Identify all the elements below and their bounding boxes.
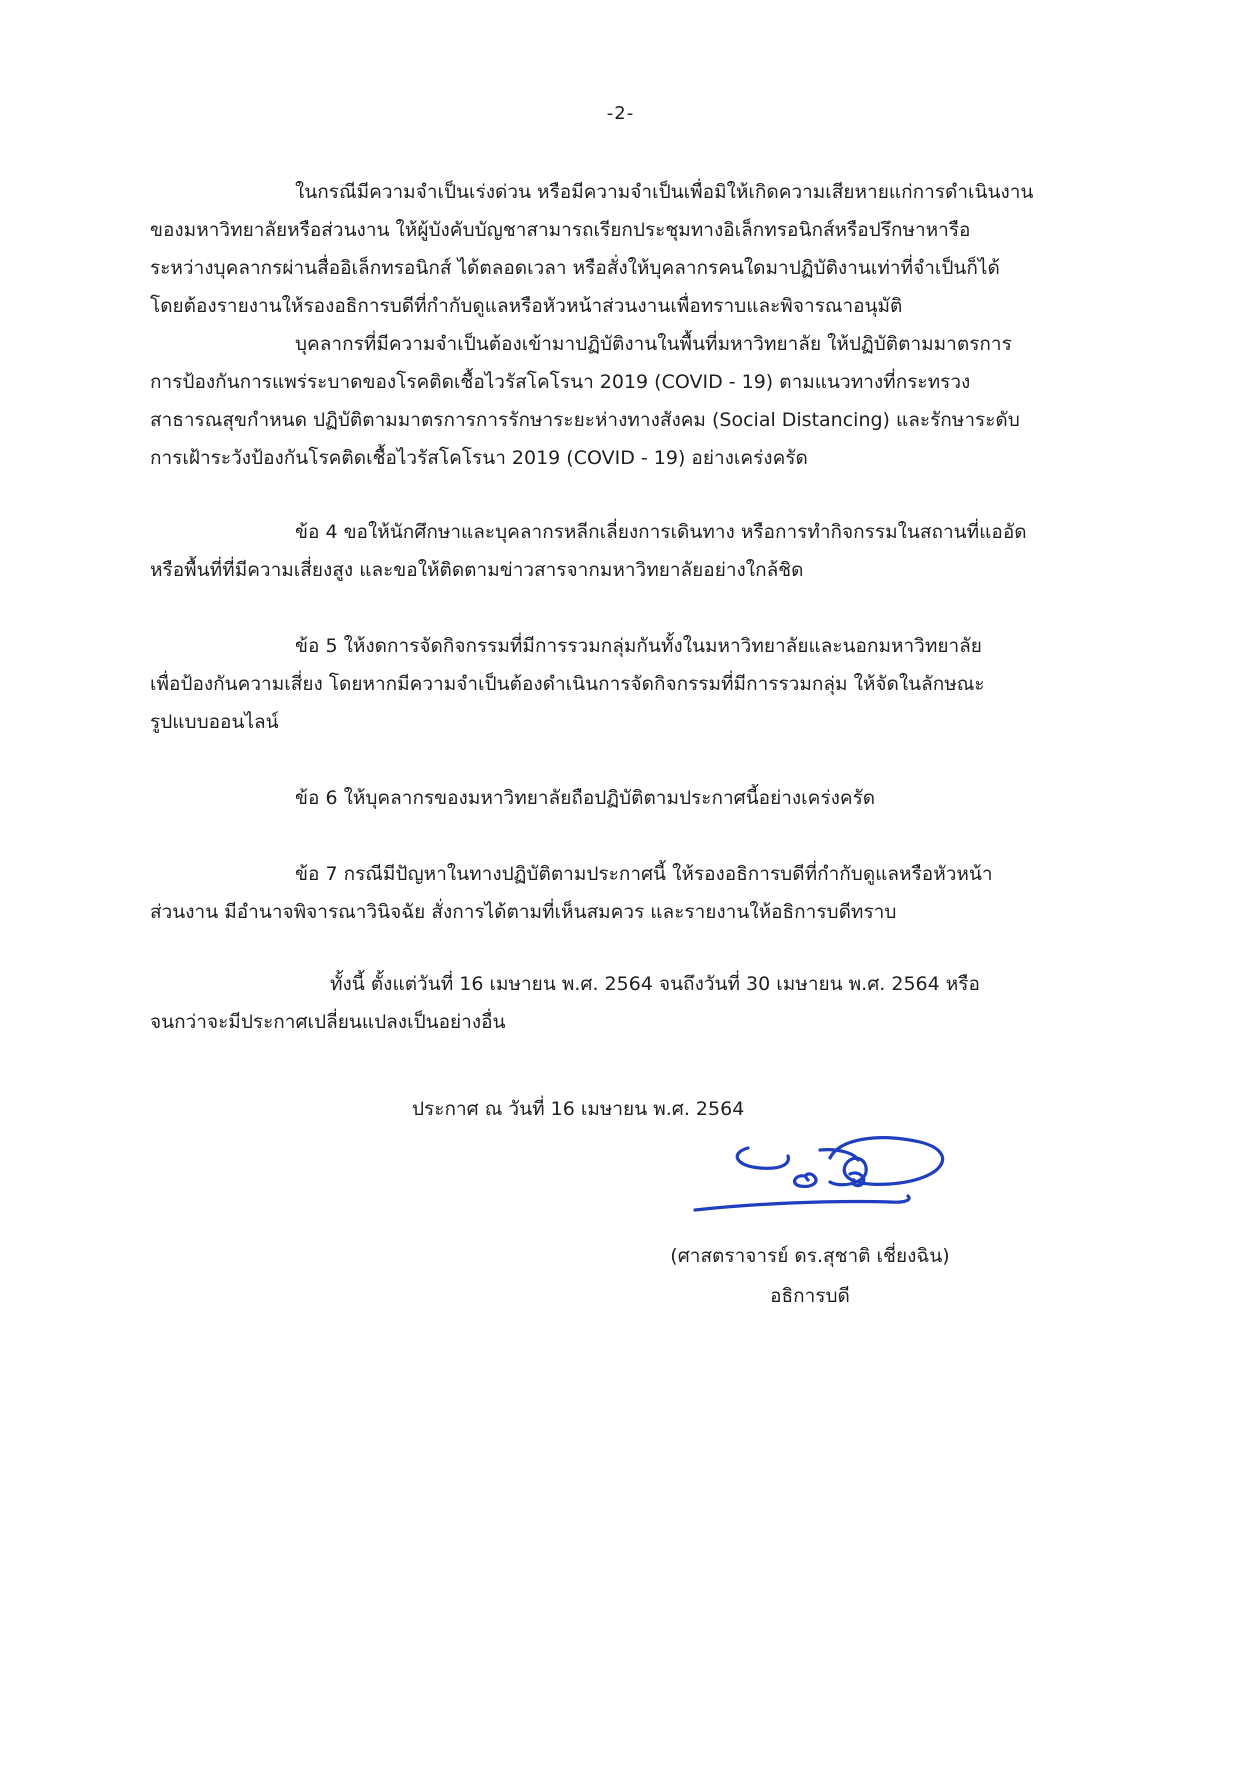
text-line: ส่วนงาน มีอำนาจพิจารณาวินิจฉัย สั่งการได้ตามที่เห็นสมควร และรายงานให้อธิการบดีทราบ	[150, 901, 897, 923]
text-line: สาธารณสุขกำหนด ปฏิบัติตามมาตรการการรักษาระยะห่างทางสังคม (Social Distancing) และรักษาระดับ	[150, 409, 1020, 431]
paragraph-covid-measures	[150, 325, 1090, 477]
text-line: ทั้งนี้ ตั้งแต่วันที่ 16 เมษายน พ.ศ. 2564 จนถึงวันที่ 30 เมษายน พ.ศ. 2564 หรือ	[330, 973, 980, 995]
page-number: -2-	[606, 103, 635, 124]
effective-period	[150, 965, 1090, 1041]
text-line: หรือพื้นที่ที่มีความเสี่ยงสูง และขอให้ติดตามข่าวสารจากมหาวิทยาลัยอย่างใกล้ชิด	[150, 559, 804, 581]
text-line: จนกว่าจะมีประกาศเปลี่ยนแปลงเป็นอย่างอื่น	[150, 1011, 506, 1033]
signature-image	[690, 1118, 970, 1218]
paragraph-urgent-meetings	[150, 173, 1090, 325]
text-line: ข้อ 6 ให้บุคลากรของมหาวิทยาลัยถือปฏิบัติตามประกาศนี้อย่างเคร่งครัด	[295, 787, 876, 809]
text-line: ในกรณีมีความจำเป็นเร่งด่วน หรือมีความจำเป็นเพื่อมิให้เกิดความเสียหายแก่การดำเนินงาน	[295, 181, 1034, 203]
text-line: ข้อ 7 กรณีมีปัญหาในทางปฏิบัติตามประกาศนี้ ให้รองอธิการบดีที่กำกับดูแลหรือหัวหน้า	[295, 863, 993, 885]
text-line: รูปแบบออนไลน์	[150, 711, 279, 733]
clause-5	[150, 627, 1090, 741]
signer-name: (ศาสตราจารย์ ดร.สุชาติ เชี่ยงฉิน)	[670, 1245, 950, 1267]
clause-7	[150, 855, 1090, 931]
proclamation-date: ประกาศ ณ วันที่ 16 เมษายน พ.ศ. 2564	[412, 1098, 745, 1120]
text-line: โดยต้องรายงานให้รองอธิการบดีที่กำกับดูแลหรือหัวหน้าส่วนงานเพื่อทราบและพิจารณาอนุมัติ	[150, 295, 903, 317]
text-line: เพื่อป้องกันความเสี่ยง โดยหากมีความจำเป็นต้องดำเนินการจัดกิจกรรมที่มีการรวมกลุ่ม ให้จัดในลักษณะ	[150, 673, 985, 695]
text-line: ของมหาวิทยาลัยหรือส่วนงาน ให้ผู้บังคับบัญชาสามารถเรียกประชุมทางอิเล็กทรอนิกส์หรือปรึกษาหารือ	[150, 219, 971, 241]
text-line: ระหว่างบุคลากรผ่านสื่ออิเล็กทรอนิกส์ ได้ตลอดเวลา หรือสั่งให้บุคลากรคนใดมาปฏิบัติงานเท่าที่จำเป็นก็ได้	[150, 257, 1000, 279]
clause-4	[150, 513, 1090, 589]
signer-block	[640, 1236, 980, 1316]
text-line: ข้อ 4 ขอให้นักศึกษาและบุคลากรหลีกเลี่ยงการเดินทาง หรือการทำกิจกรรมในสถานที่แออัด	[295, 521, 1027, 543]
text-line: การเฝ้าระวังป้องกันโรคติดเชื้อไวรัสโคโรนา 2019 (COVID - 19) อย่างเคร่งครัด	[150, 447, 808, 469]
text-line: การป้องกันการแพร่ระบาดของโรคติดเชื้อไวรัสโคโรนา 2019 (COVID - 19) ตามแนวทางที่กระทรวง	[150, 371, 971, 393]
text-line: ข้อ 5 ให้งดการจัดกิจกรรมที่มีการรวมกลุ่มกันทั้งในมหาวิทยาลัยและนอกมหาวิทยาลัย	[295, 635, 982, 657]
signer-position: อธิการบดี	[770, 1285, 850, 1307]
clause-6	[150, 779, 1090, 817]
text-line: บุคลากรที่มีความจำเป็นต้องเข้ามาปฏิบัติงานในพื้นที่มหาวิทยาลัย ให้ปฏิบัติตามมาตรการ	[295, 333, 1012, 355]
